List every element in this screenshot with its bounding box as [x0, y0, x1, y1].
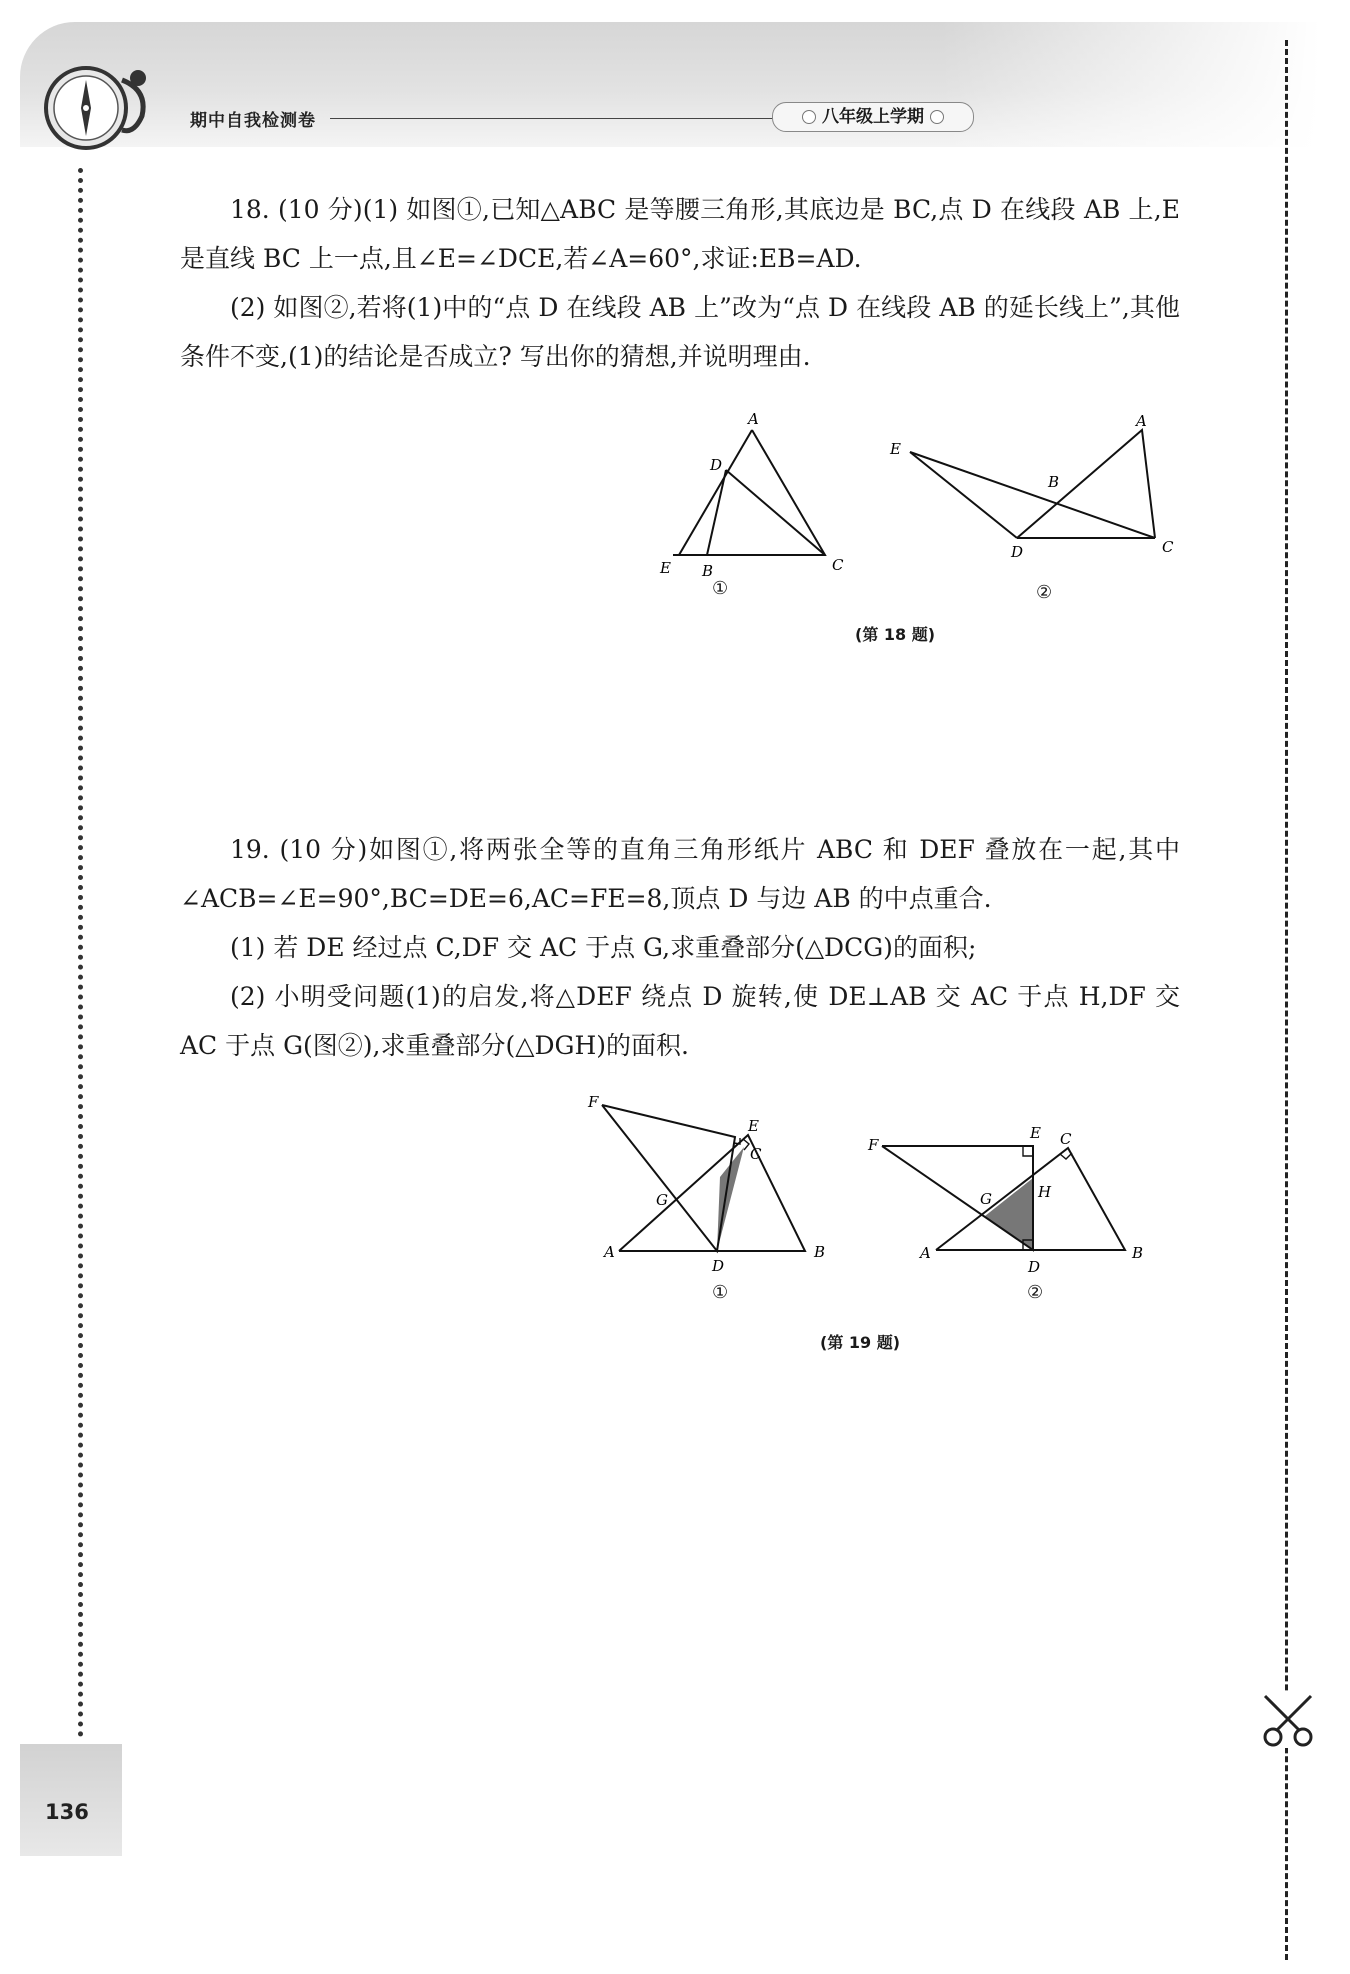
- q18-f1-label-e: E: [660, 559, 671, 577]
- grade-badge: [772, 102, 974, 132]
- q19-f1-label-b: B: [814, 1243, 826, 1261]
- q19-part2: (2) 小明受问题(1)的启发,将△DEF 绕点 D 旋转,使 DE⊥AB 交 AC 于点 H,DF 交 AC 于点 G(图②),求重叠部分(△DGH)的面积.: [180, 982, 1180, 1060]
- scissors-icon: [1255, 1692, 1321, 1748]
- q19-f2-label-g: G: [980, 1190, 992, 1208]
- clock-logo-icon: [38, 50, 158, 160]
- q18-figure-2: [880, 414, 1190, 568]
- q18-caption: (第 18 题): [855, 625, 936, 644]
- page-number: 136: [45, 1800, 89, 1824]
- q18-f1-label-d: D: [710, 456, 723, 474]
- grade-label: 八年级上学期: [822, 107, 924, 127]
- q19-f2-label-f: F: [868, 1136, 879, 1154]
- cut-dashed-line: [1285, 40, 1288, 1960]
- q18-figure-1-number: ①: [712, 578, 729, 599]
- q19-f2-label-d: D: [1028, 1258, 1041, 1276]
- q19-f1-label-e: E: [748, 1117, 759, 1135]
- q19-f1-label-c: C: [750, 1145, 762, 1163]
- q19-f2-label-e: E: [1030, 1124, 1041, 1142]
- question-19: [180, 825, 1180, 1070]
- question-18: [180, 185, 1180, 381]
- q19-figure-2-number: ②: [1027, 1282, 1044, 1303]
- header-rule: [330, 118, 780, 119]
- left-dotted-border: [78, 168, 83, 1738]
- q19-figure-1-number: ①: [712, 1282, 729, 1303]
- q19-figure-2: [860, 1120, 1160, 1284]
- q19-f1-label-g: G: [656, 1191, 668, 1209]
- q19-f1-label-d: D: [712, 1257, 725, 1275]
- q19-part1: (1) 若 DE 经过点 C,DF 交 AC 于点 G,求重叠部分(△DCG)的面积;: [230, 933, 977, 962]
- q19-f1-label-f: F: [588, 1095, 599, 1111]
- q19-figure-1: [580, 1095, 840, 1279]
- q18-f2-label-e: E: [890, 440, 901, 458]
- q18-f2-label-b: B: [1048, 473, 1060, 491]
- q18-figure-1: [630, 408, 850, 592]
- header-title: 期中自我检测卷: [190, 111, 316, 131]
- q18-part1: 18. (10 分)(1) 如图①,已知△ABC 是等腰三角形,其底边是 BC,点 D 在线段 AB 上,E 是直线 BC 上一点,且∠E=∠DCE,若∠A=60°,求证:EB=AD.: [180, 195, 1180, 273]
- q18-f1-label-b: B: [702, 562, 714, 580]
- q19-intro: 19. (10 分)如图①,将两张全等的直角三角形纸片 ABC 和 DEF 叠放在一起,其中∠ACB=∠E=90°,BC=DE=6,AC=FE=8,顶点 D 与边 AB 的中点重合.: [180, 835, 1180, 913]
- q18-f2-label-a: A: [1136, 414, 1147, 430]
- q18-f1-label-a: A: [748, 410, 759, 428]
- q18-f2-label-d: D: [1011, 543, 1024, 561]
- q19-f2-label-h: H: [1038, 1183, 1052, 1201]
- q18-f1-label-c: C: [832, 556, 844, 574]
- q19-f1-label-a: A: [604, 1243, 615, 1261]
- q18-figure-2-number: ②: [1036, 582, 1053, 603]
- q19-f2-label-c: C: [1060, 1130, 1072, 1148]
- q19-caption: (第 19 题): [820, 1333, 901, 1352]
- q18-part2: (2) 如图②,若将(1)中的“点 D 在线段 AB 上”改为“点 D 在线段 AB 的延长线上”,其他条件不变,(1)的结论是否成立? 写出你的猜想,并说明理由.: [180, 293, 1180, 371]
- q19-f2-label-b: B: [1132, 1244, 1144, 1262]
- q19-f2-label-a: A: [920, 1244, 931, 1262]
- q18-f2-label-c: C: [1162, 538, 1174, 556]
